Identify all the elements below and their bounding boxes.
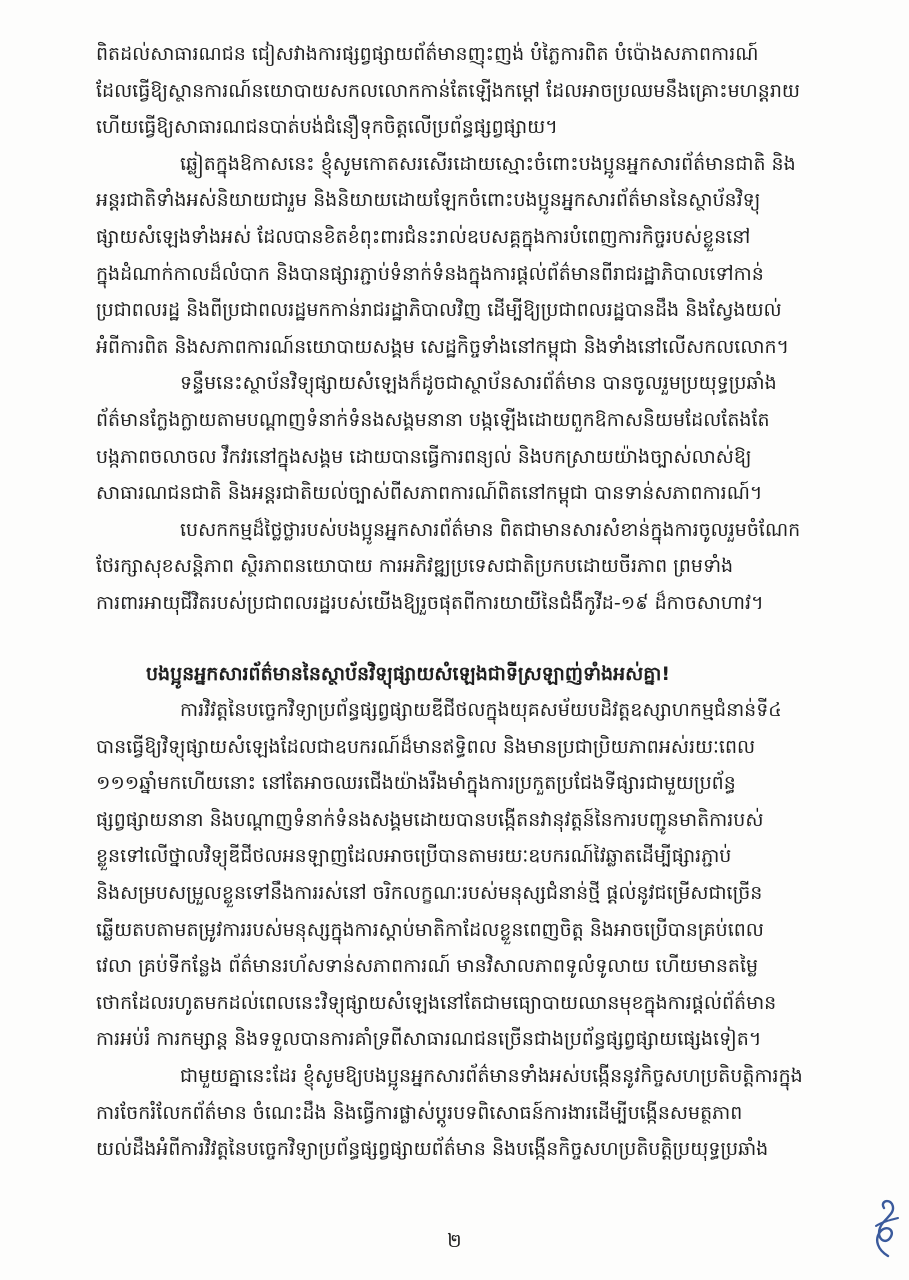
text-line: ជាមួយគ្នានេះដែរ ខ្ញុំសូមឱ្យបងប្អូនអ្នកសារព័ត៌មានទាំងអស់បង្កើននូវកិច្ចសហប្រតិបត្តិការក្នុង (180, 1065, 803, 1088)
text-line: ហើយធ្វើឱ្យសាធារណជនបាត់បង់ជំនឿទុកចិត្តលើប្រព័ន្ធផ្សព្វផ្សាយ។ (96, 116, 558, 139)
text-line: អំពីការពិត និងសភាពការណ៍នយោបាយសង្គម សេដ្ឋកិច្ចទាំងនៅកម្ពុជា និងទាំងនៅលើសកលលោក។ (96, 335, 790, 358)
text-line: ផ្សាយសំឡេងទាំងអស់ ដែលបានខិតខំពុះពារជំនះរាល់ឧបសគ្គក្នុងការបំពេញការកិច្ចរបស់ខ្លួននៅ (96, 225, 751, 248)
text-line: ផ្សព្វផ្សាយនានា និងបណ្ដាញទំនាក់ទំនងសង្គមដោយបានបង្កើតនវានុវត្តន៍នៃការបញ្ជូនមាតិការបស់ (96, 808, 764, 831)
text-line: ប្រជាពលរដ្ឋ និងពីប្រជាពលរដ្ឋមកកាន់រាជរដ្ឋាភិបាលវិញ ដើម្បីឱ្យប្រជាពលរដ្ឋបានដឹង និងស្វែងយល់ (96, 299, 782, 322)
text-line: ទន្ទឹមនេះស្ថាប័នវិទ្យុផ្សាយសំឡេងក៏ដូចជាស្ថាប័នសារព័ត៌មាន បានចូលរួមប្រយុទ្ធប្រឆាំង (180, 372, 777, 395)
text-line: ក្នុងដំណាក់កាលដ៏លំបាក និងបានផ្សារភ្ជាប់ទំនាក់ទំនងក្នុងការផ្ដល់ព័ត៌មានពីរាជរដ្ឋាភិបាលទៅកាន់ (96, 262, 764, 285)
text-line: ១១១ឆ្នាំមកហើយនោះ នៅតែអាចឈរជើងយ៉ាងរឹងមាំក្នុងការប្រកួតប្រជែងទីផ្សារជាមួយប្រព័ន្ធ (96, 772, 736, 795)
text-line: សាធារណជនជាតិ និងអន្តរជាតិយល់ច្បាស់ពីសភាពការណ៍ពិតនៅកម្ពុជា បានទាន់សភាពការណ៍។ (96, 482, 763, 505)
section-heading: បងប្អូនអ្នកសារព័ត៌មាននៃស្ថាប័នវិទ្យុផ្សាយសំឡេងជាទីស្រឡាញ់ទាំងអស់គ្នា! (146, 662, 671, 685)
text-line: និងសម្របសម្រួលខ្លួនទៅនឹងការរស់នៅ ចរិកលក្ខណៈរបស់មនុស្សជំនាន់ថ្មី ផ្ដល់នូវជម្រើសជាច្រើន (96, 882, 763, 905)
text-line: អន្តរជាតិទាំងអស់និយាយជារួម និងនិយាយដោយឡែកចំពោះបងប្អូនអ្នកសារព័ត៌មាននៃស្ថាប័នវិទ្យុ (96, 189, 761, 212)
text-line: ពិតដល់សាធារណជន ជៀសវាងការផ្សព្វផ្សាយព័ត៌មានញុះញង់ បំភ្លៃការពិត បំប៉ោងសភាពការណ៍ (96, 43, 759, 65)
text-line: បានធ្វើឱ្យវិទ្យុផ្សាយសំឡេងដែលជាឧបករណ៍ដ៏មានឥទ្ធិពល និងមានប្រជាប្រិយភាពអស់រយៈពេល (96, 735, 756, 758)
text-line: ដែលធ្វើឱ្យស្ថានការណ៍នយោបាយសកលលោកកាន់តែឡើងកម្ដៅ ដែលអាចប្រឈមនឹងគ្រោះមហន្តរាយ (96, 79, 800, 102)
text-line: ខ្លួនទៅលើថ្នាលវិទ្យុឌីជីថលអនឡាញដែលអាចប្រើបានតាមរយៈឧបករណ៍វៃឆ្លាតដើម្បីផ្សារភ្ជាប់ (96, 845, 732, 868)
text-line: ឆ្លើយតបតាមតម្រូវការរបស់មនុស្សក្នុងការស្ដាប់មាតិកាដែលខ្លួនពេញចិត្ត និងអាចប្រើបានគ្រប់ពេល (96, 918, 764, 941)
text-line: បេសកកម្មដ៏ថ្លៃថ្លារបស់បងប្អូនអ្នកសារព័ត៌មាន ពិតជាមានសារសំខាន់ក្នុងការចូលរួមចំណែក (180, 518, 801, 541)
document-body (96, 36, 831, 1168)
text-line: ព័ត៌មានក្លែងក្លាយតាមបណ្ដាញទំនាក់ទំនងសង្គមនានា បង្កឡើងដោយពួកឱកាសនិយមដែលតែងតែ (96, 408, 770, 431)
text-line: យល់ដឹងអំពីការវិវត្តនៃបច្ចេកវិទ្យាប្រព័ន្ធផ្សព្វផ្សាយព័ត៌មាន និងបង្កើនកិច្ចសហប្រតិបត្តិប្រយុទ្ធប្រឆាំង (96, 1138, 769, 1161)
page-number: ២ (447, 1230, 462, 1252)
text-line: បង្កភាពចលាចល វឹកវរនៅក្នុងសង្គម ដោយបានធ្វើការពន្យល់ និងបកស្រាយយ៉ាងច្បាស់លាស់ឱ្យ (96, 445, 752, 468)
text-line: ការពារអាយុជីវិតរបស់ប្រជាពលរដ្ឋរបស់យើងឱ្យរួចផុតពីការយាយីនៃជំងឺកូវីដ-១៩ ដ៏កាចសាហាវ។ (96, 591, 764, 614)
text-line: ការចែករំលែកព័ត៌មាន ចំណេះដឹង និងធ្វើការផ្លាស់ប្ដូរបទពិសោធន៍ការងារដើម្បីបង្កើនសមត្ថភាព (96, 1101, 743, 1124)
text-line: ឆ្លៀតក្នុងឱកាសនេះ ខ្ញុំសូមកោតសរសើរដោយស្មោះចំពោះបងប្អូនអ្នកសារព័ត៌មានជាតិ និង (180, 152, 796, 175)
text-line: វេលា គ្រប់ទីកន្លែង ព័ត៌មានរហ័សទាន់សភាពការណ៍ មានវិសាលភាពទូលំទូលាយ ហើយមានតម្លៃ (96, 955, 759, 978)
handwritten-initials-icon (866, 1196, 902, 1260)
text-line: ថែរក្សាសុខសន្តិភាព ស្ថិរភាពនយោបាយ ការអភិវឌ្ឍប្រទេសជាតិប្រកបដោយចីរភាព ព្រមទាំង (96, 555, 734, 578)
text-line: ការវិវត្តនៃបច្ចេកវិទ្យាប្រព័ន្ធផ្សព្វផ្សាយឌីជីថលក្នុងយុគសម័យបដិវត្តឧស្សាហកម្មជំនាន់ទី៤ (180, 699, 782, 722)
text-line: ការអប់រំ ការកម្សាន្ត និងទទួលបានការគាំទ្រពីសាធារណជនច្រើនជាងប្រព័ន្ធផ្សព្វផ្សាយផ្សេងទៀត។ (96, 1028, 762, 1051)
text-line: ថោកដែលរហូតមកដល់ពេលនេះវិទ្យុផ្សាយសំឡេងនៅតែជាមធ្យោបាយឈានមុខក្នុងការផ្ដល់ព័ត៌មាន (96, 991, 777, 1014)
